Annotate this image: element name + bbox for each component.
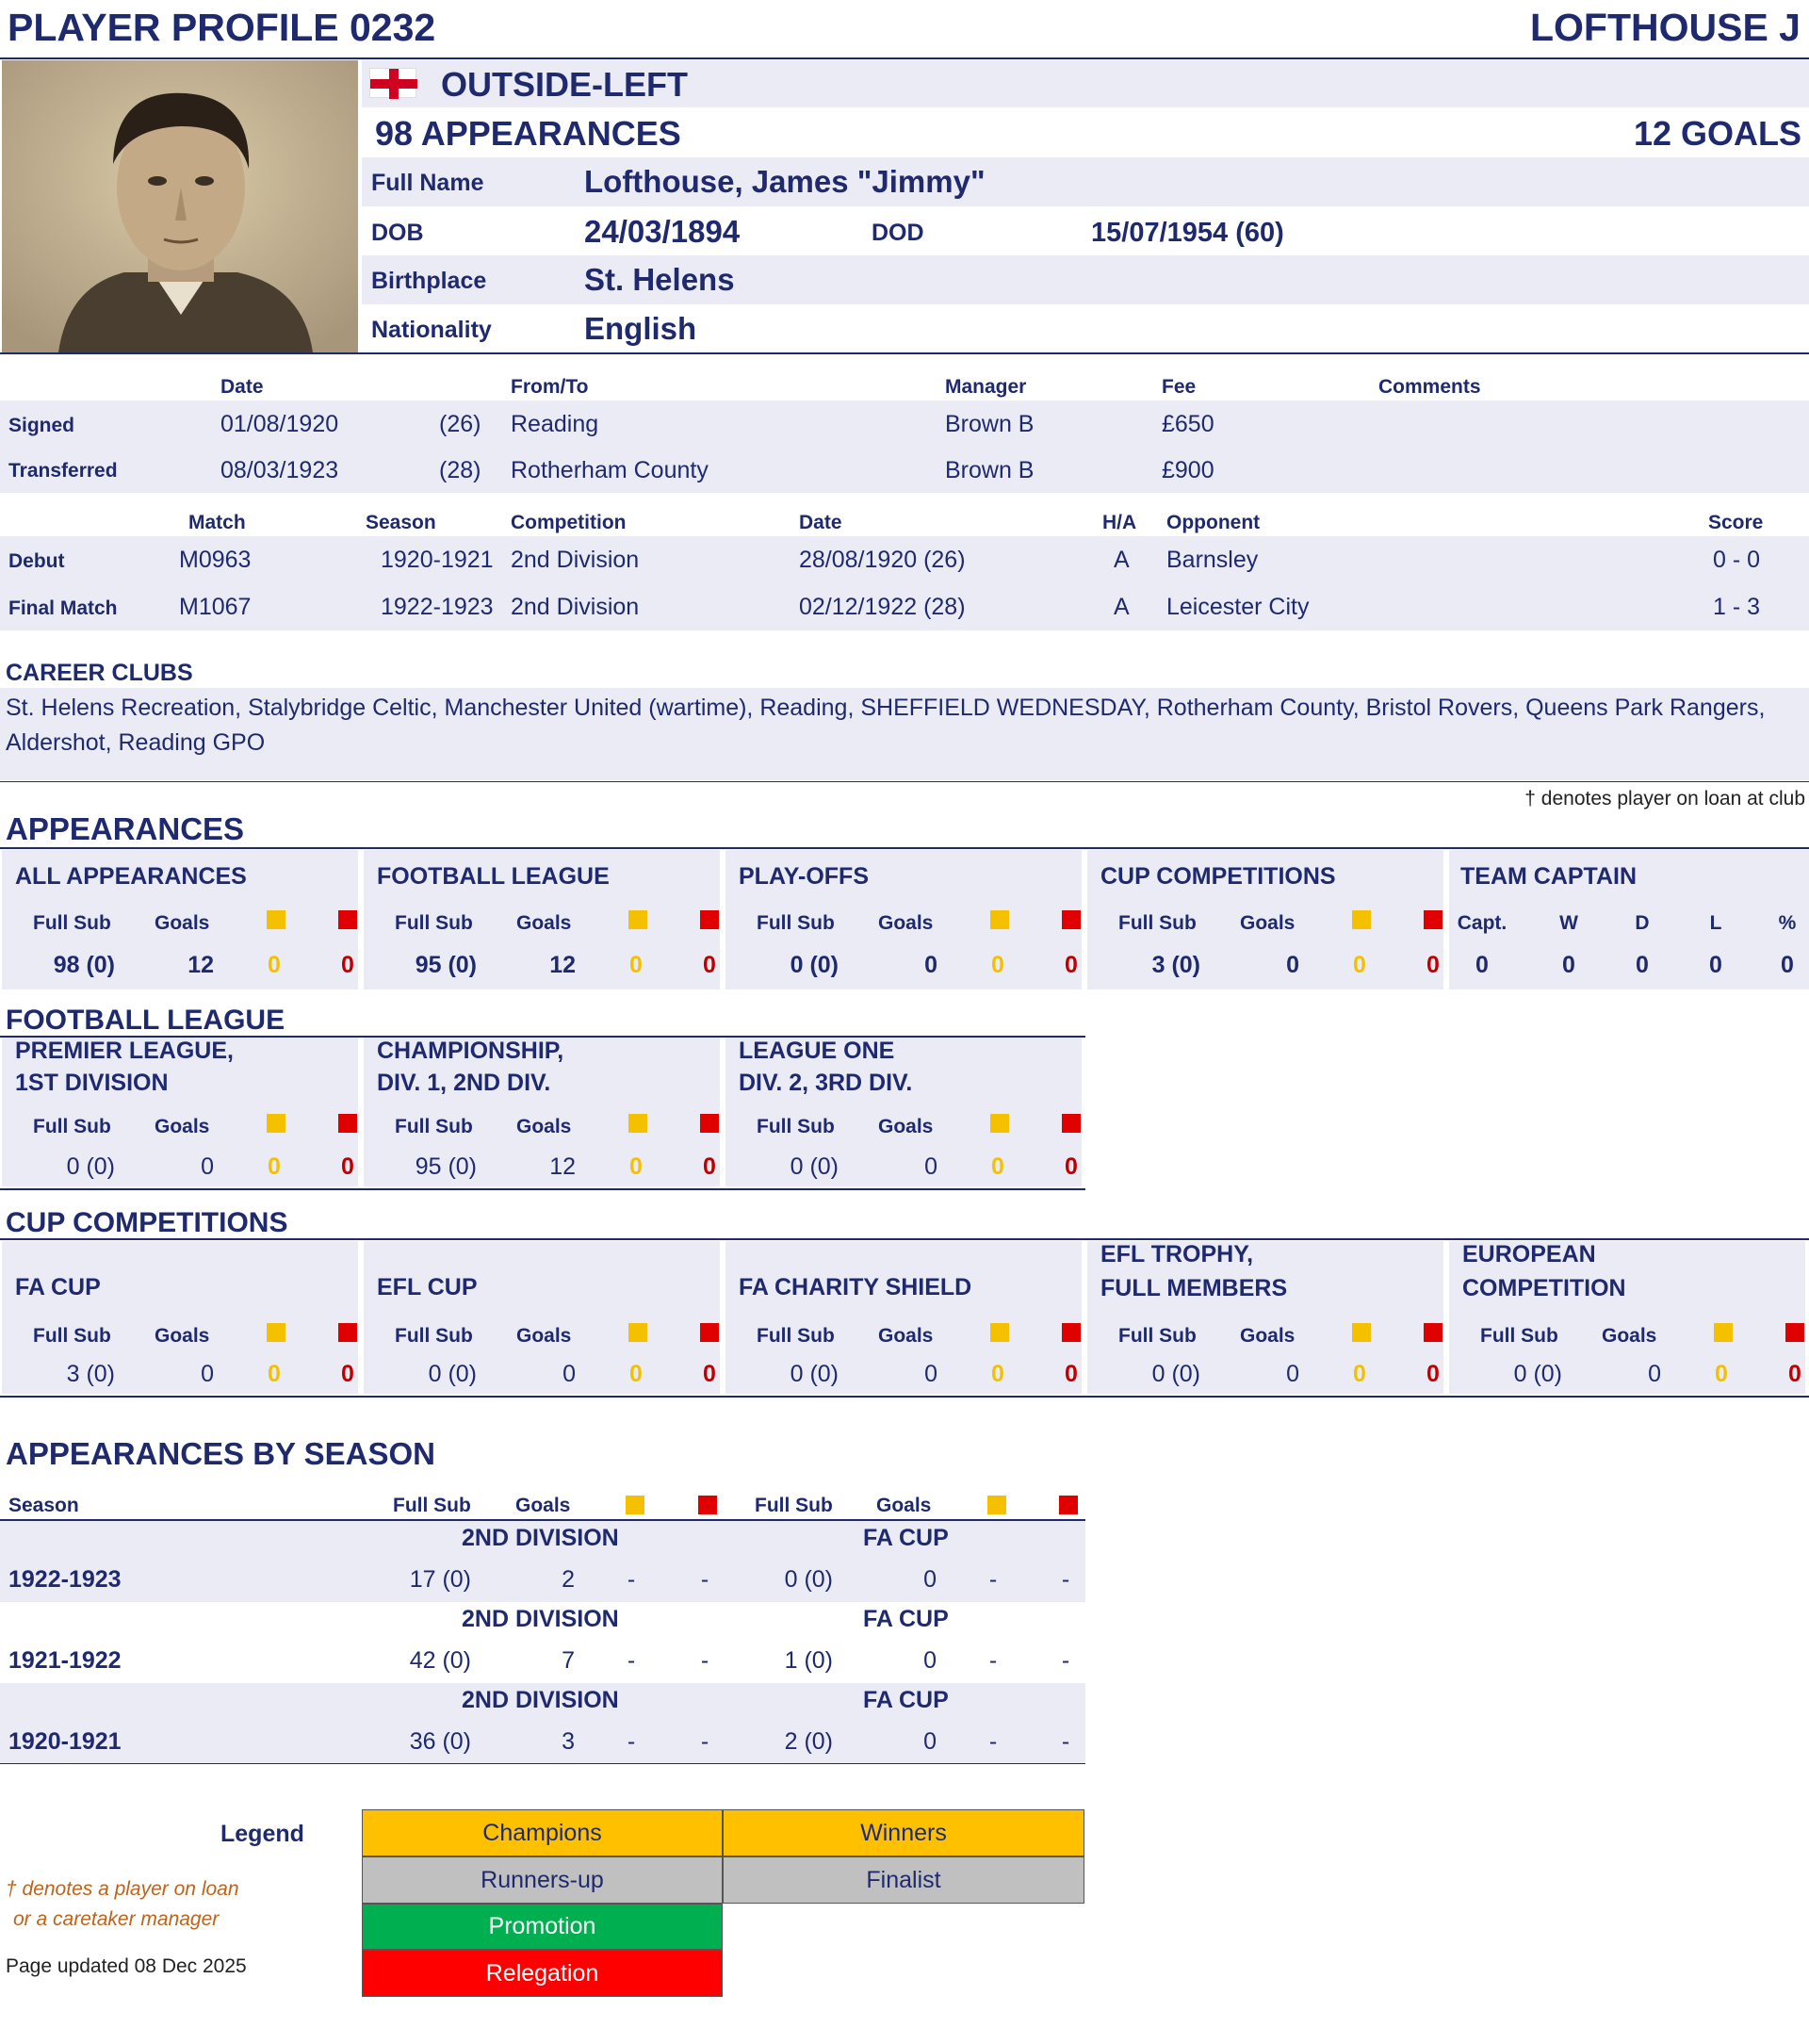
yellow-cards-value: 0 [268,1153,281,1180]
yellow-card-icon [990,1114,1009,1133]
by-season-title: APPEARANCES BY SEASON [6,1436,435,1471]
block-title: FA CHARITY SHIELD [739,1274,972,1300]
full-sub-value: 98 (0) [53,952,115,978]
legend-runners-up: Runners-up [362,1856,723,1904]
col-goals: Goals [1240,912,1296,934]
block-title: DIV. 2, 3RD DIV. [739,1070,913,1096]
block-title-line1: EFL TROPHY, [1100,1241,1254,1267]
full-sub-value: 0 (0) [790,1153,839,1180]
season-league-yellow: - [627,1647,636,1674]
col-full-sub: Full Sub [757,1325,835,1347]
legend-finalist: Finalist [723,1856,1084,1904]
total-appearances: 98 APPEARANCES [375,114,681,153]
loan-note: † denotes player on loan at club [1524,788,1805,809]
legend-relegation: Relegation [362,1950,723,1997]
dob-value: 24/03/1894 [584,214,741,249]
red-cards-value: 0 [341,1153,354,1180]
legend-title: Legend [220,1821,304,1847]
red-card-icon [700,1323,719,1342]
birthplace-value: St. Helens [584,262,735,297]
season-cup-yellow: - [988,1647,998,1674]
season-league-goals: 7 [562,1647,575,1674]
season-cup-goals: 0 [923,1647,937,1674]
matches-header-ha: H/A [1102,512,1137,533]
appearances-title: APPEARANCES [6,811,245,846]
season-cup-fs: 2 (0) [784,1728,833,1755]
total-goals: 12 GOALS [1633,114,1801,153]
yellow-cards-value: 0 [268,952,281,978]
full-sub-value: 0 (0) [428,1361,477,1387]
goals-value: 12 [549,952,576,978]
yellow-cards-value: 0 [991,1361,1004,1387]
career-clubs-line2: Aldershot, Reading GPO [6,729,266,756]
goals-value: 0 [1286,1361,1299,1387]
yellow-cards-value: 0 [991,1153,1004,1180]
red-cards-value: 0 [1065,952,1078,978]
season-col-fullsub-1: Full Sub [393,1495,471,1516]
col-goals: Goals [516,1116,572,1137]
col-goals: Goals [155,1325,210,1347]
red-card-icon [338,1114,357,1133]
legend-note-line2: or a caretaker manager [13,1908,220,1930]
col-full-sub: Full Sub [33,912,111,934]
season-comp-league: 2ND DIVISION [462,1606,619,1632]
goals-value: 12 [549,1153,576,1180]
season-league-goals: 3 [562,1728,575,1755]
goals-value: 0 [562,1361,576,1387]
transfers-header-date: Date [220,376,264,398]
block-title: FA CUP [15,1274,101,1300]
yellow-card-icon [628,1323,647,1342]
matches-header-date: Date [799,512,842,533]
goals-value: 0 [924,1153,937,1180]
captain-value-d: 0 [1636,952,1649,978]
season-comp-league: 2ND DIVISION [462,1687,619,1713]
yellow-cards-value: 0 [1715,1361,1728,1387]
block-title: PLAY-OFFS [739,863,869,890]
col-full-sub: Full Sub [757,912,835,934]
season-cup-fs: 1 (0) [784,1647,833,1674]
captain-col-capt: Capt. [1457,912,1508,934]
season-comp-cup: FA CUP [863,1606,949,1632]
yellow-card-icon [1714,1323,1733,1342]
red-card-icon [1062,910,1081,929]
block-title: ALL APPEARANCES [15,863,247,890]
season-comp-cup: FA CUP [863,1525,949,1551]
legend-promotion: Promotion [362,1904,723,1950]
full-sub-value: 3 (0) [1151,952,1200,978]
block-title: FOOTBALL LEAGUE [377,863,610,890]
red-card-icon [698,1496,717,1514]
col-goals: Goals [516,912,572,934]
red-cards-value: 0 [341,1361,354,1387]
season-league-red: - [700,1566,709,1593]
red-cards-value: 0 [703,1361,716,1387]
goals-value: 0 [1648,1361,1661,1387]
full-sub-value: 95 (0) [415,952,477,978]
legend-champions: Champions [362,1809,723,1856]
col-full-sub: Full Sub [1118,912,1197,934]
col-goals: Goals [878,1116,934,1137]
col-full-sub: Full Sub [395,912,473,934]
yellow-card-icon [1352,910,1371,929]
yellow-cards-value: 0 [1353,952,1366,978]
career-clubs-line1: St. Helens Recreation, Stalybridge Celtic, Manchester United (wartime), Reading, SHEFFIELD WEDNESDAY, Rotherham County, Bristol Rovers, Queens Park Rangers, [6,695,1766,721]
red-cards-value: 0 [1788,1361,1801,1387]
season-league-fs: 36 (0) [409,1728,471,1755]
yellow-cards-value: 0 [629,952,643,978]
red-cards-value: 0 [1426,952,1440,978]
full-name-value: Lofthouse, James "Jimmy" [584,164,986,199]
full-sub-value: 95 (0) [415,1153,477,1180]
captain-value-capt: 0 [1475,952,1489,978]
col-goals: Goals [878,1325,934,1347]
nationality-value: English [584,311,697,346]
legend-note-line1: † denotes a player on loan [6,1878,239,1900]
goals-value: 0 [201,1153,214,1180]
red-cards-value: 0 [341,952,354,978]
season-cup-goals: 0 [923,1566,937,1593]
captain-col-pct: % [1778,912,1797,934]
captain-value-w: 0 [1562,952,1575,978]
red-cards-value: 0 [703,952,716,978]
goals-value: 0 [201,1361,214,1387]
col-full-sub: Full Sub [395,1325,473,1347]
goals-value: 0 [1286,952,1299,978]
captain-col-w: W [1559,912,1578,934]
full-sub-value: 0 (0) [66,1153,115,1180]
col-goals: Goals [878,912,934,934]
player-short-name: LOFTHOUSE J [1529,6,1801,49]
block-title-line1: EUROPEAN [1462,1241,1596,1267]
block-title-line1: CHAMPIONSHIP, [377,1038,564,1064]
league-title: FOOTBALL LEAGUE [6,1005,285,1036]
matches-header-match: Match [188,512,246,533]
dod-label: DOD [872,220,924,246]
full-sub-value: 0 (0) [790,952,839,978]
block-title: DIV. 1, 2ND DIV. [377,1070,551,1096]
block-title: CUP COMPETITIONS [1100,863,1336,890]
cups-title: CUP COMPETITIONS [6,1207,288,1238]
yellow-card-icon [267,1114,285,1133]
yellow-cards-value: 0 [268,1361,281,1387]
season-comp-cup: FA CUP [863,1687,949,1713]
season-label: 1920-1921 [8,1728,122,1755]
season-cup-yellow: - [988,1728,998,1755]
yellow-card-icon [987,1496,1006,1514]
captain-value-pct: 0 [1781,952,1794,978]
red-card-icon [1424,910,1442,929]
season-comp-league: 2ND DIVISION [462,1525,619,1551]
red-card-icon [700,1114,719,1133]
block-title: 1ST DIVISION [15,1070,169,1096]
block-title-line1: PREMIER LEAGUE, [15,1038,234,1064]
yellow-cards-value: 0 [991,952,1004,978]
yellow-card-icon [990,1323,1009,1342]
season-cup-red: - [1061,1647,1070,1674]
matches-header-season: Season [366,512,436,533]
col-goals: Goals [1602,1325,1657,1347]
season-label: 1921-1922 [8,1647,122,1674]
season-cup-red: - [1061,1728,1070,1755]
block-title: COMPETITION [1462,1275,1626,1301]
red-card-icon [1062,1323,1081,1342]
career-clubs-title: CAREER CLUBS [6,660,193,686]
red-card-icon [1059,1496,1078,1514]
yellow-cards-value: 0 [629,1153,643,1180]
red-cards-value: 0 [703,1153,716,1180]
page-title: PLAYER PROFILE 0232 [8,6,436,49]
legend-winners: Winners [723,1809,1084,1856]
season-cup-yellow: - [988,1566,998,1593]
col-full-sub: Full Sub [395,1116,473,1137]
transfers-header-comments: Comments [1378,376,1481,398]
yellow-card-icon [628,910,647,929]
red-cards-value: 0 [1426,1361,1440,1387]
col-goals: Goals [155,1116,210,1137]
block-title: FULL MEMBERS [1100,1275,1288,1301]
transfers-header-fee: Fee [1162,376,1197,398]
red-card-icon [338,910,357,929]
goals-value: 0 [924,952,937,978]
col-full-sub: Full Sub [33,1116,111,1137]
yellow-card-icon [267,1323,285,1342]
birthplace-label: Birthplace [371,268,487,294]
red-card-icon [338,1323,357,1342]
yellow-card-icon [628,1114,647,1133]
captain-value-l: 0 [1709,952,1722,978]
player-position: OUTSIDE-LEFT [441,65,688,104]
season-cup-fs: 0 (0) [784,1566,833,1593]
col-goals: Goals [155,912,210,934]
transfers-header-from-to: From/To [511,376,589,398]
season-label: 1922-1923 [8,1566,122,1593]
yellow-card-icon [267,910,285,929]
dod-value: 15/07/1954 (60) [1091,218,1284,248]
red-card-icon [1424,1323,1442,1342]
season-cup-goals: 0 [923,1728,937,1755]
col-full-sub: Full Sub [33,1325,111,1347]
yellow-card-icon [626,1496,644,1514]
full-name-label: Full Name [371,170,484,196]
nationality-label: Nationality [371,317,492,343]
red-cards-value: 0 [1065,1153,1078,1180]
season-cup-red: - [1061,1566,1070,1593]
matches-header-score: Score [1708,512,1764,533]
season-col-goals-2: Goals [876,1495,932,1516]
col-full-sub: Full Sub [1480,1325,1558,1347]
goals-value: 0 [924,1361,937,1387]
page-updated: Page updated 08 Dec 2025 [6,1955,247,1977]
yellow-cards-value: 0 [629,1361,643,1387]
dob-label: DOB [371,220,424,246]
season-column-header: Season [8,1495,79,1516]
captain-col-l: L [1709,912,1722,934]
red-card-icon [1785,1323,1804,1342]
full-sub-value: 0 (0) [1513,1361,1562,1387]
season-league-yellow: - [627,1566,636,1593]
full-sub-value: 3 (0) [66,1361,115,1387]
england-flag-icon [369,68,416,98]
yellow-card-icon [990,910,1009,929]
season-league-red: - [700,1647,709,1674]
transfers-header-manager: Manager [945,376,1027,398]
season-col-goals-1: Goals [515,1495,571,1516]
season-league-fs: 42 (0) [409,1647,471,1674]
season-col-fullsub-2: Full Sub [755,1495,833,1516]
season-league-red: - [700,1728,709,1755]
matches-header-opponent: Opponent [1166,512,1261,533]
season-league-fs: 17 (0) [409,1566,471,1593]
season-league-yellow: - [627,1728,636,1755]
block-title-line1: LEAGUE ONE [739,1038,895,1064]
matches-header-competition: Competition [511,512,627,533]
season-league-goals: 2 [562,1566,575,1593]
full-sub-value: 0 (0) [1151,1361,1200,1387]
col-full-sub: Full Sub [1118,1325,1197,1347]
col-full-sub: Full Sub [757,1116,835,1137]
col-goals: Goals [516,1325,572,1347]
player-photo [2,60,358,352]
yellow-cards-value: 0 [1353,1361,1366,1387]
red-card-icon [700,910,719,929]
goals-value: 12 [187,952,214,978]
team-captain-title: TEAM CAPTAIN [1460,863,1638,890]
block-title: EFL CUP [377,1274,478,1300]
yellow-card-icon [1352,1323,1371,1342]
red-cards-value: 0 [1065,1361,1078,1387]
red-card-icon [1062,1114,1081,1133]
col-goals: Goals [1240,1325,1296,1347]
full-sub-value: 0 (0) [790,1361,839,1387]
captain-col-d: D [1635,912,1650,934]
